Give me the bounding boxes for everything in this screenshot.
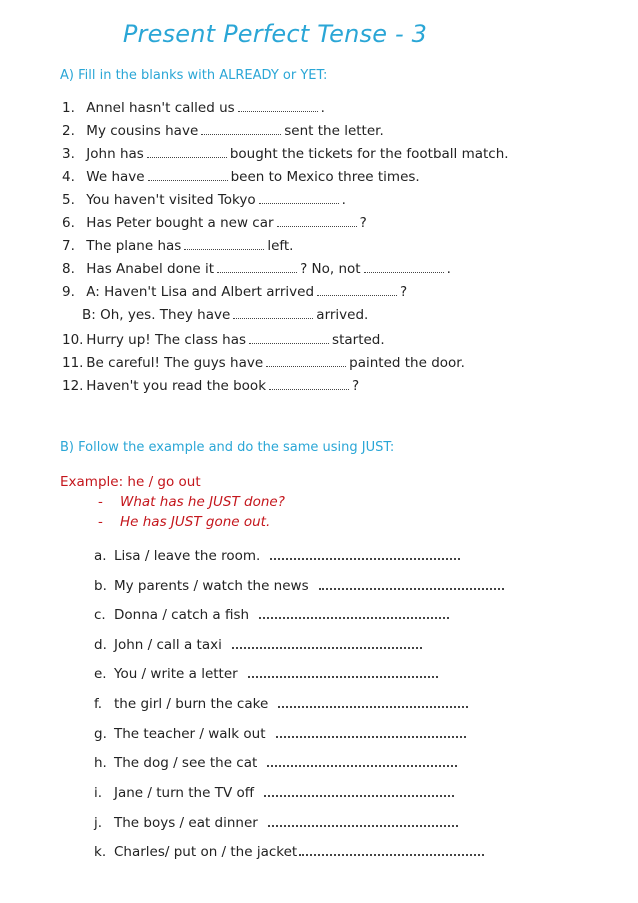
- list-item: a. Lisa / leave the room.: [94, 548, 460, 564]
- answer-blank[interactable]: [259, 607, 449, 619]
- section-a-heading: A) Fill in the blanks with ALREADY or YET:: [60, 68, 328, 83]
- answer-blank[interactable]: [319, 578, 504, 590]
- list-item: f. the girl / burn the cake: [94, 696, 468, 712]
- list-item: 10. Hurry up! The class has started.: [62, 332, 385, 348]
- answer-blank[interactable]: [201, 125, 281, 135]
- answer-blank[interactable]: [249, 334, 329, 344]
- answer-blank[interactable]: [269, 380, 349, 390]
- answer-blank[interactable]: [148, 171, 228, 181]
- answer-blank[interactable]: [232, 637, 422, 649]
- list-item: e. You / write a letter: [94, 666, 438, 682]
- section-b-heading: B) Follow the example and do the same using JUST:: [60, 440, 395, 455]
- answer-blank[interactable]: [268, 815, 458, 827]
- list-item: 12. Haven't you read the book ?: [62, 378, 360, 394]
- answer-blank[interactable]: [259, 194, 339, 204]
- answer-blank[interactable]: [184, 240, 264, 250]
- answer-blank[interactable]: [270, 548, 460, 560]
- answer-blank[interactable]: [238, 102, 318, 112]
- example-label: Example:: [60, 474, 124, 490]
- list-item: g. The teacher / walk out: [94, 726, 466, 742]
- list-item: 7. The plane has left.: [62, 238, 294, 254]
- list-item: 9. A: Haven't Lisa and Albert arrived ?: [62, 284, 408, 300]
- list-item: h. The dog / see the cat: [94, 755, 457, 771]
- list-item: 8. Has Anabel done it ? No, not .: [62, 261, 451, 277]
- answer-blank[interactable]: [147, 148, 227, 158]
- page-title: Present Perfect Tense - 3: [122, 20, 428, 48]
- answer-blank[interactable]: [317, 286, 397, 296]
- list-item: c. Donna / catch a fish: [94, 607, 449, 623]
- answer-blank[interactable]: [264, 785, 454, 797]
- answer-blank[interactable]: [299, 844, 484, 856]
- list-item: b. My parents / watch the news: [94, 578, 504, 594]
- list-item: k. Charles/ put on / the jacket: [94, 844, 484, 860]
- list-item: 2. My cousins have sent the letter.: [62, 123, 384, 139]
- list-item: i. Jane / turn the TV off: [94, 785, 454, 801]
- list-item: 6. Has Peter bought a new car ?: [62, 215, 367, 231]
- answer-blank[interactable]: [267, 755, 457, 767]
- example-prompt: Example: he / go out: [60, 474, 201, 490]
- answer-blank[interactable]: [278, 696, 468, 708]
- answer-blank[interactable]: [248, 666, 438, 678]
- answer-blank[interactable]: [364, 263, 444, 273]
- list-item: j. The boys / eat dinner: [94, 815, 458, 831]
- example-answer: - He has JUST gone out.: [98, 514, 271, 530]
- answer-blank[interactable]: [233, 309, 313, 319]
- item-9-answer-line: B: Oh, yes. They have arrived.: [82, 307, 369, 323]
- list-item: 11. Be careful! The guys have painted the door.: [62, 355, 465, 371]
- answer-blank[interactable]: [276, 726, 466, 738]
- example-question: - What has he JUST done?: [98, 494, 285, 510]
- answer-blank[interactable]: [217, 263, 297, 273]
- list-item: 5. You haven't visited Tokyo .: [62, 192, 346, 208]
- list-item: 3. John has bought the tickets for the football match.: [62, 146, 509, 162]
- answer-blank[interactable]: [277, 217, 357, 227]
- answer-blank[interactable]: [266, 357, 346, 367]
- list-item: d. John / call a taxi: [94, 637, 422, 653]
- list-item: 1. Annel hasn't called us .: [62, 100, 325, 116]
- list-item: 4. We have been to Mexico three times.: [62, 169, 420, 185]
